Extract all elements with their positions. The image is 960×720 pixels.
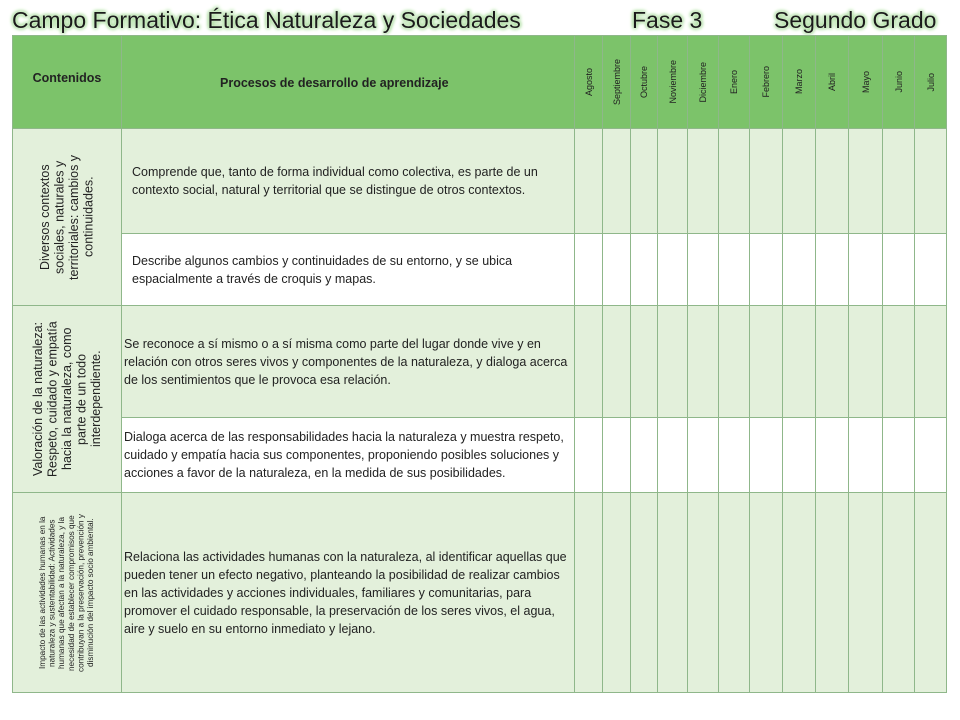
month-cell — [783, 418, 816, 493]
month-label: Octubre — [639, 65, 649, 98]
month-cell — [631, 493, 658, 693]
month-cell — [783, 493, 816, 693]
month-cell — [915, 306, 947, 418]
month-cell — [575, 493, 603, 693]
contenido-cell — [13, 493, 122, 693]
header-month-junio — [883, 36, 915, 129]
table-row — [13, 234, 947, 306]
month-label: Abril — [827, 72, 837, 91]
month-cell — [750, 234, 783, 306]
month-cell — [883, 306, 915, 418]
month-cell — [883, 418, 915, 493]
month-label: Mayo — [860, 70, 871, 93]
header-month-febrero — [750, 36, 783, 129]
contenido-cell — [13, 129, 122, 306]
month-label: Junio — [893, 71, 904, 93]
month-cell — [719, 234, 750, 306]
month-cell — [575, 306, 603, 418]
month-cell — [915, 418, 947, 493]
table-row — [13, 306, 947, 418]
month-cell — [719, 129, 750, 234]
month-cell — [631, 129, 658, 234]
month-cell — [575, 234, 603, 306]
page-title: Campo Formativo: Ética Naturaleza y Sociedades — [12, 7, 521, 33]
header-month-marzo — [783, 36, 816, 129]
month-cell — [915, 129, 947, 234]
month-cell — [915, 234, 947, 306]
month-cell — [575, 418, 603, 493]
month-label: Diciembre — [698, 61, 708, 103]
month-label: Noviembre — [667, 60, 678, 104]
month-cell — [658, 418, 688, 493]
month-label: Julio — [925, 72, 936, 92]
phase-label: Fase 3 — [632, 7, 703, 33]
month-cell — [816, 493, 849, 693]
month-cell — [816, 306, 849, 418]
month-cell — [658, 234, 688, 306]
month-cell — [783, 234, 816, 306]
header-month-diciembre — [688, 36, 719, 129]
month-cell — [849, 418, 883, 493]
header-month-mayo — [849, 36, 883, 129]
header-month-agosto — [575, 36, 603, 129]
proceso-cell: Comprende que, tanto de forma individual como colectiva, es parte de un contexto social, natural y territorial que se distingue de otros contextos. — [122, 129, 575, 234]
month-label: Agosto — [583, 67, 594, 97]
month-cell — [575, 129, 603, 234]
month-cell — [915, 493, 947, 693]
month-cell — [719, 493, 750, 693]
month-cell — [658, 306, 688, 418]
header-month-abril — [816, 36, 849, 129]
table-row — [13, 418, 947, 493]
table-row — [13, 493, 947, 693]
contenido-text: Impacto de las actividades humanas en la naturaleza y sustentabilidad: Actividades humanas que afectan a la naturaleza, y la necesidad de establecer compromisos que contribuyan a la preservación, prevención y disminución del impacto socio ambiental. — [38, 513, 96, 672]
month-cell — [631, 306, 658, 418]
month-cell — [603, 418, 631, 493]
month-cell — [750, 493, 783, 693]
month-label: Marzo — [794, 69, 804, 95]
month-cell — [783, 306, 816, 418]
month-cell — [750, 129, 783, 234]
month-cell — [750, 418, 783, 493]
month-cell — [631, 234, 658, 306]
month-cell — [688, 418, 719, 493]
month-cell — [688, 234, 719, 306]
proceso-cell: Describe algunos cambios y continuidades de su entorno, y se ubica espacialmente a través de croquis y mapas. — [122, 234, 575, 306]
contenido-text: Diversos contextos sociales, naturales y territoriales: cambios y continuidades. — [38, 154, 96, 280]
header-month-enero — [719, 36, 750, 129]
header-month-octubre — [631, 36, 658, 129]
month-cell — [783, 129, 816, 234]
proceso-cell: Se reconoce a sí mismo o a sí misma como parte del lugar donde vive y en relación con otros seres vivos y componentes de la naturaleza, y dialoga acerca de los sentimientos que le provoca esa relación. — [122, 306, 575, 418]
contenido-cell — [13, 306, 122, 493]
month-cell — [658, 493, 688, 693]
contenido-text: Valoración de la naturaleza: Respeto, cuidado y empatía hacia la naturaleza, como parte de un todo interdependiente. — [30, 321, 103, 477]
grade-label: Segundo Grado — [774, 7, 937, 33]
header-contenidos: Contenidos — [13, 36, 122, 129]
month-cell — [658, 129, 688, 234]
month-cell — [750, 306, 783, 418]
month-cell — [719, 418, 750, 493]
month-cell — [688, 306, 719, 418]
month-cell — [883, 129, 915, 234]
proceso-cell: Dialoga acerca de las responsabilidades hacia la naturaleza y muestra respeto, cuidado y empatía hacia sus componentes, proponiendo posibles soluciones y acciones a favor de la naturaleza, en la medida de sus posibilidades. — [122, 418, 575, 493]
month-cell — [816, 234, 849, 306]
month-label: Septiembre — [611, 58, 622, 106]
month-label: Febrero — [761, 66, 771, 98]
month-cell — [849, 306, 883, 418]
planning-table — [12, 35, 947, 693]
table-row — [13, 129, 947, 234]
month-cell — [603, 306, 631, 418]
month-cell — [719, 306, 750, 418]
month-cell — [883, 493, 915, 693]
month-cell — [849, 493, 883, 693]
month-cell — [603, 493, 631, 693]
table-header-row — [13, 36, 947, 129]
month-cell — [631, 418, 658, 493]
header-month-septiembre — [603, 36, 631, 129]
proceso-cell: Relaciona las actividades humanas con la naturaleza, al identificar aquellas que pueden tener un efecto negativo, planteando la posibilidad de realizar cambios en las actividades y acciones individuales, familiares y comunitarias, para promover el cuidado responsable, la preservación de los seres vivos, el agua, aire y suelo en su entorno inmediato y lejano. — [122, 493, 575, 693]
month-cell — [816, 418, 849, 493]
month-cell — [603, 234, 631, 306]
month-cell — [688, 129, 719, 234]
header-procesos: Procesos de desarrollo de aprendizaje — [122, 36, 575, 129]
month-cell — [603, 129, 631, 234]
month-cell — [688, 493, 719, 693]
month-label: Enero — [729, 69, 739, 95]
month-cell — [849, 129, 883, 234]
month-cell — [849, 234, 883, 306]
header-month-julio — [915, 36, 947, 129]
header-month-noviembre — [658, 36, 688, 129]
month-cell — [883, 234, 915, 306]
month-cell — [816, 129, 849, 234]
